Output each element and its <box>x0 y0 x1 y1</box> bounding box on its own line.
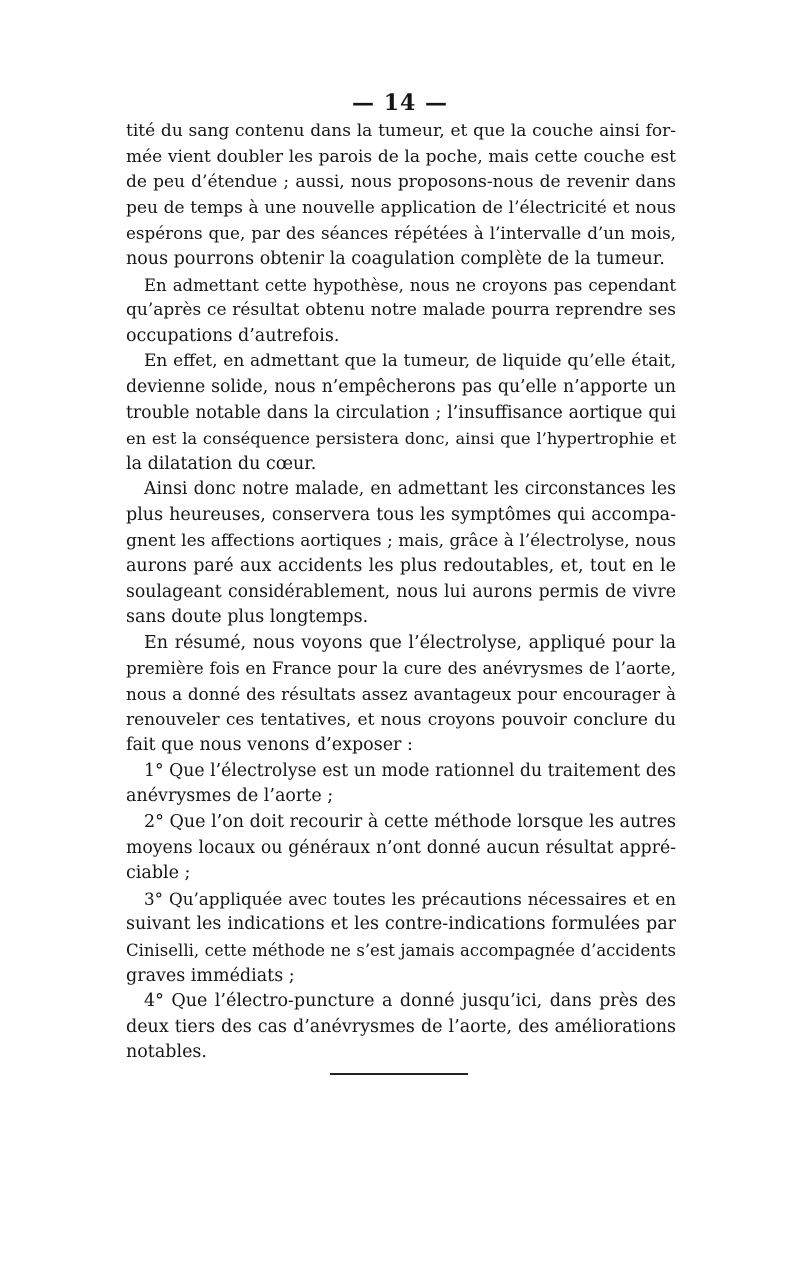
text-line: 1° Que l’électrolyse est un mode rationnel du traitement des <box>144 760 676 781</box>
text-line: suivant les indications et les contre-indications formulées par <box>126 914 676 935</box>
text-line: aurons paré aux accidents les plus redoutables, et, tout en le <box>126 556 676 577</box>
text-line: occupations d’autrefois. <box>126 325 340 346</box>
page-number: — 14 — <box>352 90 448 116</box>
text-line: fait que nous venons d’exposer : <box>126 735 413 756</box>
text-line: Ciniselli, cette méthode ne s’est jamais accompagnée d’accidents <box>126 941 676 960</box>
text-line: espérons que, par des séances répétées à l’intervalle d’un mois, <box>126 223 676 244</box>
text-line: renouveler ces tentatives, et nous croyons pouvoir conclure du <box>126 709 676 730</box>
text-line: nous pourrons obtenir la coagulation complète de la tumeur. <box>126 248 665 269</box>
text-line: mée vient doubler les parois de la poche, mais cette couche est <box>126 146 676 167</box>
text-line: gnent les affections aortiques ; mais, grâce à l’électrolyse, nous <box>126 530 676 551</box>
text-line: première fois en France pour la cure des anévrysmes de l’aorte, <box>126 658 676 679</box>
text-line: de peu d’étendue ; aussi, nous proposons-nous de revenir dans <box>126 172 676 193</box>
text-line: la dilatation du cœur. <box>126 453 317 474</box>
end-rule-divider <box>330 1073 468 1075</box>
text-line: En effet, en admettant que la tumeur, de liquide qu’elle était, <box>144 351 676 372</box>
text-line: En admettant cette hypothèse, nous ne croyons pas cependant <box>144 275 676 295</box>
text-line: soulageant considérablement, nous lui aurons permis de vivre <box>126 581 676 602</box>
text-line: moyens locaux ou généraux n’ont donné aucun résultat appré- <box>126 837 676 858</box>
text-line: tité du sang contenu dans la tumeur, et que la couche ainsi for- <box>126 121 676 141</box>
text-line: anévrysmes de l’aorte ; <box>126 786 334 807</box>
body-text <box>126 119 676 1066</box>
text-line: 4° Que l’électro-puncture a donné jusqu’ici, dans près des <box>144 991 676 1012</box>
text-line: deux tiers des cas d’anévrysmes de l’aorte, des améliorations <box>126 1016 676 1037</box>
text-line: nous a donné des résultats assez avantageux pour encourager à <box>126 684 676 705</box>
text-line: Ainsi donc notre malade, en admettant les circonstances les <box>144 479 676 500</box>
text-line: plus heureuses, conservera tous les symptômes qui accompa- <box>126 504 676 525</box>
text-line: 2° Que l’on doit recourir à cette méthode lorsque les autres <box>144 812 676 833</box>
text-line: en est la conséquence persistera donc, ainsi que l’hypertrophie et <box>126 429 676 449</box>
text-line: graves immédiats ; <box>126 965 295 986</box>
text-line: 3° Qu’appliquée avec toutes les précautions nécessaires et en <box>144 888 676 909</box>
text-line: sans doute plus longtemps. <box>126 607 369 628</box>
text-line: notables. <box>126 1042 207 1063</box>
text-line: En résumé, nous voyons que l’électrolyse, appliqué pour la <box>144 632 676 653</box>
text-line: peu de temps à une nouvelle application de l’électricité et nous <box>126 197 676 218</box>
text-line: ciable ; <box>126 863 191 884</box>
text-line: qu’après ce résultat obtenu notre malade pourra reprendre ses <box>126 300 676 321</box>
text-line: trouble notable dans la circulation ; l’insuffisance aortique qui <box>126 402 676 423</box>
text-line: devienne solide, nous n’empêcherons pas qu’elle n’apporte un <box>126 376 676 397</box>
